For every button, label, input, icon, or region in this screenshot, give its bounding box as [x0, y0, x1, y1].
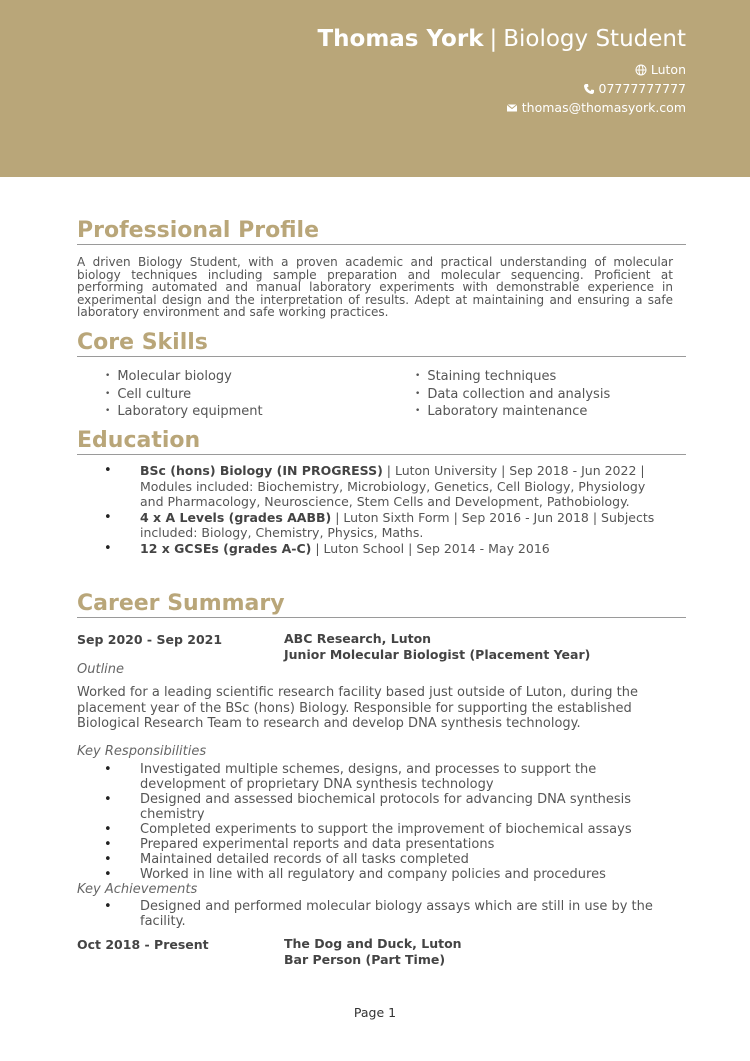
- skill-item: • Staining techniques: [415, 369, 610, 387]
- email-link[interactable]: thomas@thomasyork.com: [521, 100, 686, 115]
- page-number: Page 1: [353, 1005, 397, 1020]
- job-position: Junior Molecular Biologist (Placement Year): [284, 647, 591, 662]
- envelope-icon: [506, 102, 518, 114]
- location-text: Luton: [650, 62, 686, 77]
- job-header: [284, 936, 462, 968]
- name-title: [317, 26, 686, 52]
- skills-column-left: [105, 369, 263, 422]
- title-separator: |: [489, 26, 498, 52]
- education-item: • 12 x GCSEs (grades A-C) | Luton School | Sep 2014 - May 2016: [104, 541, 664, 557]
- skill-item: • Laboratory maintenance: [415, 404, 610, 422]
- job-position: Bar Person (Part Time): [284, 952, 446, 967]
- header-banner: [0, 0, 750, 177]
- career-heading: Career Summary: [77, 591, 686, 618]
- outline-text: Worked for a leading scientific research facility based just outside of Luton, during the placement year of the BSc (hons) Biology. Responsible for supporting the established Biological Research Team to research and develop DNA synthesis technology.: [77, 685, 638, 731]
- outline-label: Outline: [77, 662, 125, 677]
- education-item: • 4 x A Levels (grades AABB) | Luton Sixth Form | Sep 2016 - Jun 2018 | Subjects included: Biology, Chemistry, Physics, Maths.: [104, 510, 664, 541]
- profile-heading: Professional Profile: [77, 218, 686, 245]
- profile-text: A driven Biology Student, with a proven academic and practical understanding of molecular biology techniques including sample preparation and molecular sequencing. Proficient at performing automated and manual laboratory experiments with demonstrable experience in experimental design and the interpretation of results. Adept at maintaining and ensuring a safe laboratory environment and safe working practices.: [77, 255, 673, 319]
- contact-phone: [583, 81, 686, 96]
- phone-text[interactable]: 07777777777: [598, 81, 686, 96]
- contact-email: [506, 100, 686, 115]
- phone-icon: [583, 83, 595, 95]
- job-header: [284, 631, 590, 663]
- job-company: The Dog and Duck, Luton: [284, 936, 462, 951]
- list-item: • Designed and performed molecular biology assays which are still in use by the facility.: [104, 899, 674, 929]
- globe-icon: [635, 64, 647, 76]
- achievements-list: [104, 899, 674, 929]
- candidate-name: Thomas York: [317, 26, 484, 52]
- achievements-label: Key Achievements: [77, 882, 198, 897]
- skill-item: • Cell culture: [105, 387, 263, 405]
- responsibilities-label: Key Responsibilities: [77, 744, 207, 759]
- list-item: • Completed experiments to support the improvement of biochemical assays: [104, 822, 674, 837]
- skill-item: • Laboratory equipment: [105, 404, 263, 422]
- list-item: • Designed and assessed biochemical protocols for advancing DNA synthesis chemistry: [104, 792, 674, 822]
- list-item: • Prepared experimental reports and data presentations: [104, 837, 674, 852]
- education-list: [104, 463, 664, 556]
- job-dates: Sep 2020 - Sep 2021: [77, 632, 223, 647]
- list-item: • Maintained detailed records of all tasks completed: [104, 852, 674, 867]
- skill-item: • Data collection and analysis: [415, 387, 610, 405]
- list-item: • Investigated multiple schemes, designs, and processes to support the development of proprietary DNA synthesis technology: [104, 762, 674, 792]
- responsibilities-list: [104, 762, 674, 882]
- job-company: ABC Research, Luton: [284, 631, 432, 646]
- skills-heading: Core Skills: [77, 330, 686, 357]
- skill-item: • Molecular biology: [105, 369, 263, 387]
- job-dates: Oct 2018 - Present: [77, 937, 209, 952]
- skills-column-right: [415, 369, 610, 422]
- education-item: • BSc (hons) Biology (IN PROGRESS) | Luton University | Sep 2018 - Jun 2022 | Modules included: Biochemistry, Microbiology, Genetics, Cell Biology, Physiology and Pharmacology, Neuroscience, Stem Cells and Development, Pathobiology.: [104, 463, 664, 510]
- contact-location: [635, 62, 686, 77]
- list-item: • Worked in line with all regulatory and company policies and procedures: [104, 867, 674, 882]
- education-heading: Education: [77, 428, 686, 455]
- candidate-role: Biology Student: [503, 26, 686, 52]
